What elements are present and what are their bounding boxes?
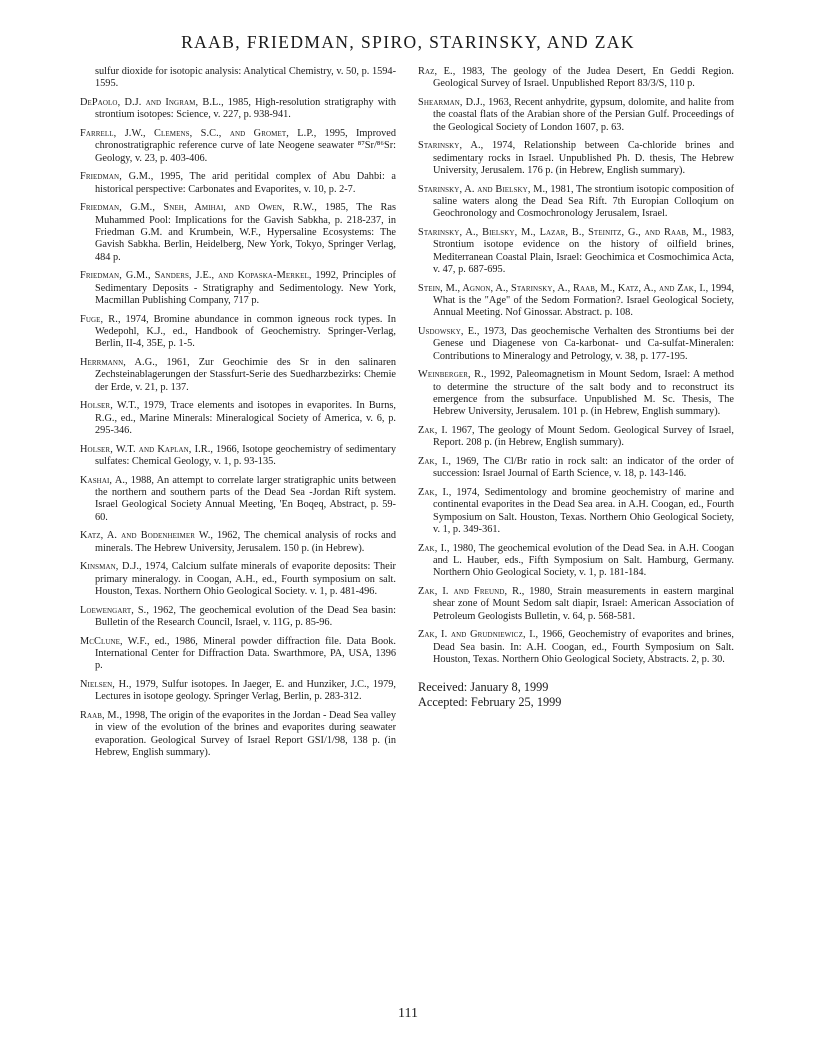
reference-entry: Kashai, A., 1988, An attempt to correlate larger stratigraphic units between the northern and southern parts of the Dead Sea -Jordan Rift system. Israel Geological Society Annual Meeting, 'En Boqeq, Abstract, p. 59-60. bbox=[80, 474, 396, 523]
reference-entry: Friedman, G.M., Sanders, J.E., and Kopaska-Merkel, 1992, Principles of Sedimentary Deposits - Stratigraphy and Sedimentology. New York, Macmillan Publishing Company, 717 p. bbox=[80, 270, 396, 306]
accepted-date: Accepted: February 25, 1999 bbox=[418, 695, 562, 710]
reference-entry: Shearman, D.J., 1963, Recent anhydrite, gypsum, dolomite, and halite from the coastal flats of the Arabian shore of the Persian Gulf. Proceedings of the Geological Society of London 1607, p. 63. bbox=[418, 96, 734, 133]
reference-entry: Zak, I. and Freund, R., 1980, Strain measurements in eastern marginal shear zone of Mount Sedom salt diapir, Israel: American Association of Petroleum Geologists Bulletin, v. 64, p. 568-581. bbox=[418, 585, 734, 622]
reference-entry: Holser, W.T. and Kaplan, I.R., 1966, Isotope geochemistry of sedimentary sulfates: Chemical Geology, v. 1, p. 93-135. bbox=[80, 443, 396, 467]
reference-entry: Zak, I., 1969, The Cl/Br ratio in rock salt: an indicator of the order of succession: Israel Journal of Earth Science, v. 18, p. 143-146. bbox=[418, 455, 734, 480]
reference-entry: Loewengart, S., 1962, The geochemical evolution of the Dead Sea basin: Bulletin of the Research Council, Israel, v. 11G, p. 85-96. bbox=[80, 604, 397, 628]
reference-entry: Holser, W.T., 1979, Trace elements and isotopes in evaporites. In Burns, R.G., ed., Marine Minerals: Mineralogical Society of America, v. 6, p. 295-346. bbox=[80, 400, 396, 436]
reference-entry: Friedman, G.M., Sneh, Amihai, and Owen, R.W., 1985, The Ras Muhammed Pool: Implications for the Gavish Sabkha, p. 218-237, in Friedman G.M. and Krumbein, W.F., Hypersaline Ecosystems: The Gavish Sabkha. Berlin, Heidelberg, New York, Tokyo, Springer Verlag, 484 p. bbox=[80, 202, 397, 263]
received-date: Received: January 8, 1999 bbox=[418, 680, 549, 695]
submission-dates bbox=[418, 680, 734, 710]
reference-entry: Herrmann, A.G., 1961, Zur Geochimie des Sr in den salinaren Zechsteinablagerungen der Stassfurt-Serie des Suedharzbezirks: Chemie der Erde, v. 21, p. 137. bbox=[80, 356, 396, 393]
reference-entry: Kinsman, D.J., 1974, Calcium sulfate minerals of evaporite deposits: Their primary mineralogy. in Coogan, A.H., ed., Fourth symposium on salt. Houston, Texas. Northern Ohio Geological Society. v. 1, p. 481-496. bbox=[80, 561, 396, 597]
reference-entry: sulfur dioxide for isotopic analysis: Analytical Chemistry, v. 50, p. 1594-1595. bbox=[95, 66, 396, 90]
reference-entry: Starinsky, A. and Bielsky, M., 1981, The strontium isotopic composition of saline waters along the Dead Sea Rift. 7th Europian Colloqium on Geochronology and Cosmochronology Jerusalem, Israel. bbox=[418, 183, 735, 220]
reference-entry: Zak, I., 1980, The geochemical evolution of the Dead Sea. in A.H. Coogan and L. Hauber, eds., Fifth Symposium on Salt. Hamburg, Germany. Northern Ohio Geological Society, v. 1, p. 181-184. bbox=[418, 542, 734, 579]
reference-entry: Farrell, J.W., Clemens, S.C., and Gromet, L.P., 1995, Improved chronostratigraphic reference curve of late Neogene seawater ⁸⁷Sr/⁸⁶Sr: Geology, v. 23, p. 403-406. bbox=[80, 127, 397, 164]
page-number: 111 bbox=[398, 1006, 418, 1021]
running-header: RAAB, FRIEDMAN, SPIRO, STARINSKY, AND ZAK bbox=[181, 32, 635, 52]
reference-entry: Friedman, G.M., 1995, The arid peritidal complex of Abu Dahbi: a historical perspective: Carbonates and Evaporites, v. 10, p. 2-7. bbox=[80, 171, 396, 195]
references-right-column bbox=[418, 66, 734, 710]
reference-entry: Stein, M., Agnon, A., Starinsky, A., Raab, M., Katz, A., and Zak, I., 1994, What is the "Age" of the Sedom Formation?. Israel Geological Society, Annual Meeting. Nof Ginossar. Abstract. p. 108. bbox=[418, 282, 734, 319]
reference-entry: Fuge, R., 1974, Bromine abundance in common igneous rock types. In Wedepohl, K.J., ed., Handbook of Geochemistry. Springer-Verlag, Berlin, II-4, 35E, p. 1-5. bbox=[80, 313, 396, 350]
reference-entry: McClune, W.F., ed., 1986, Mineral powder diffraction file. Data Book. International Center for Diffraction Data. Swarthmore, PA, USA, 1396 p. bbox=[80, 635, 396, 672]
reference-entry: Raab, M., 1998, The origin of the evaporites in the Jordan - Dead Sea valley in view of the evolution of the brines and evaporites during seawater evaporation. Geological Survey of Israel Report GSI/1/98, 138 p. (in Hebrew, English summary). bbox=[80, 709, 396, 758]
reference-entry: Usdowsky, E., 1973, Das geochemische Verhalten des Strontiums bei der Genese und Diagenese von Ca-karbonat- und Ca-sulfat-Mineralen: Contributions to Mineralogy and Petrology, v. 38, p. 177-195. bbox=[418, 325, 735, 362]
reference-entry: Katz, A. and Bodenheimer W., 1962, The chemical analysis of rocks and minerals. The Hebrew University, Jerusalem. 150 p. (in Hebrew). bbox=[80, 530, 397, 554]
references-left-column bbox=[80, 66, 396, 766]
reference-entry: Weinberger, R., 1992, Paleomagnetism in Mount Sedom, Israel: A method to determine the structure of the salt body and to reconstruct its emergence from the subsurface. Unpublished M. Sc. Thesis, The Hebrew University, Jerusalem. 101 p. (in Hebrew, English summary). bbox=[418, 369, 734, 418]
reference-entry: Zak, I., 1974, Sedimentology and bromine geochemistry of marine and continental evaporites in the Dead Sea area. in A.H. Coogan, ed., Fourth Symposium on Salt. Houston, Texas. Northern Ohio Geological Society, v. 1, p. 349-361. bbox=[418, 486, 734, 535]
reference-entry: DePaolo, D.J. and Ingram, B.L., 1985, High-resolution stratigraphy with strontium isotopes: Science, v. 227, p. 938-941. bbox=[80, 96, 396, 121]
reference-entry: Nielsen, H., 1979, Sulfur isotopes. In Jaeger, E. and Hunziker, J.C., 1979, Lectures in isotope geology. Springer Verlag, Berlin, p. 283-312. bbox=[80, 678, 396, 703]
reference-entry: Zak, I. and Grudniewicz, I., 1966, Geochemistry of evaporites and brines, Dead Sea basin. In: A.H. Coogan, ed., Fourth Symposium on Salt. Houston, Texas. Northern Ohio Geological Society, Abstracts. 2, p. 30. bbox=[418, 629, 734, 665]
reference-entry: Starinsky, A., Bielsky, M., Lazar, B., Steinitz, G., and Raab, M., 1983, Strontium isotope evidence on the history of oilfield brines, Mediterranean Coastal Plain, Israel: Geochimica et Cosmochimica Acta, v. 47, p. 687-695. bbox=[418, 226, 734, 275]
reference-entry: Starinsky, A., 1974, Relationship between Ca-chloride brines and sedimentary rocks in Israel. Unpublished Ph. D. thesis, The Hebrew University, Jerusalem. 176 p. (in Hebrew, English summary). bbox=[418, 140, 734, 176]
reference-entry: Raz, E., 1983, The geology of the Judea Desert, En Geddi Region. Geological Survey of Israel. Unpublished Report 83/3/S, 110 p. bbox=[418, 66, 734, 90]
reference-entry: Zak, I. 1967, The geology of Mount Sedom. Geological Survey of Israel, Report. 208 p. (in Hebrew, English summary). bbox=[418, 424, 734, 449]
